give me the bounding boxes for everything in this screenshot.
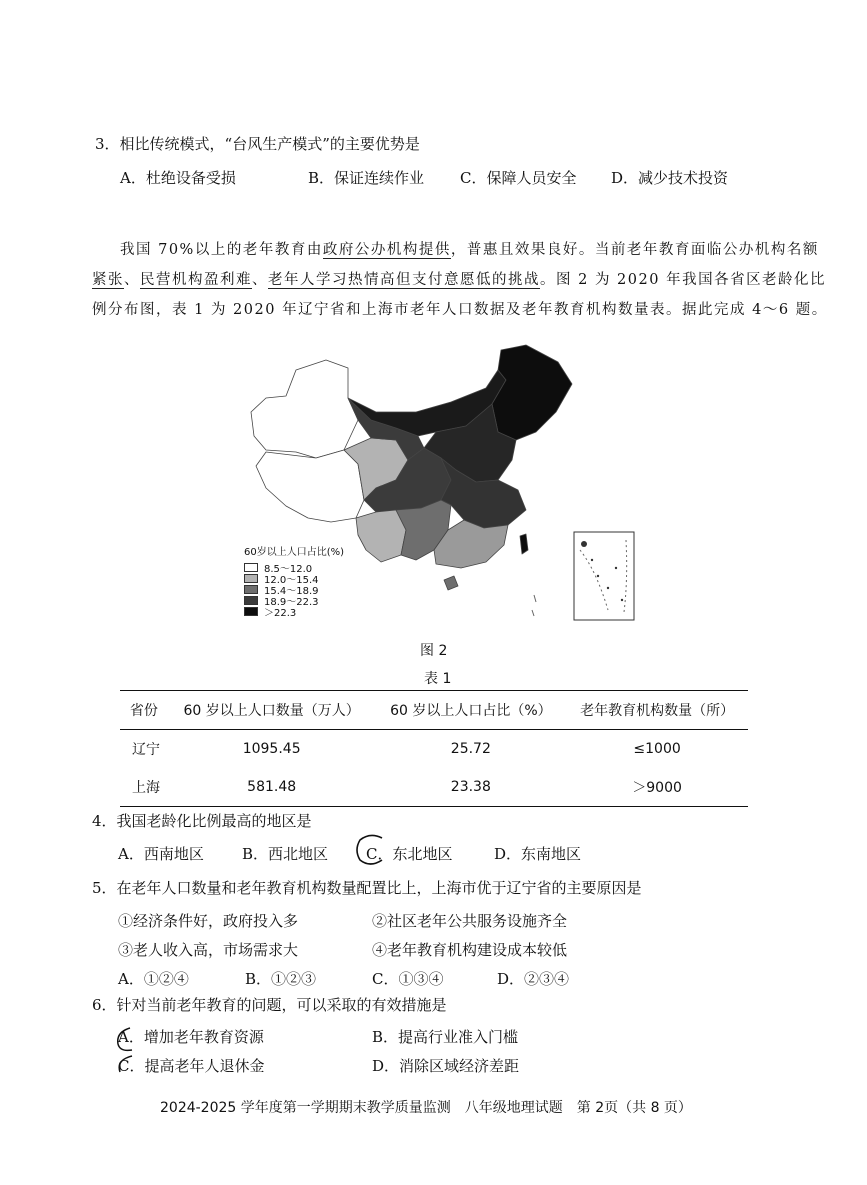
legend-swatch: [244, 596, 258, 605]
q6-option-a[interactable]: A．增加老年教育资源: [118, 1028, 264, 1046]
legend-label: 8.5～12.0: [264, 564, 313, 575]
region-northeast: [492, 345, 572, 440]
q4-option-b[interactable]: B．西北地区: [242, 845, 329, 863]
col-header-institutions: 老年教育机构数量（所）: [566, 691, 748, 730]
region-yunnan: [356, 510, 406, 562]
figure-caption: 图 2: [420, 643, 448, 659]
q4-option-d[interactable]: D．东南地区: [494, 845, 582, 863]
q5-option-b[interactable]: B．①②③: [245, 970, 317, 988]
col-header-ratio: 60 岁以上人口占比（%）: [376, 691, 567, 730]
q5-option-d[interactable]: D．②③④: [497, 970, 570, 988]
material-text: 、: [252, 272, 268, 288]
map-legend: [244, 543, 344, 617]
q5-item-3: ③老人收入高，市场需求大: [118, 941, 299, 959]
legend-title: 60岁以上人口占比(%): [244, 547, 345, 558]
page-footer: 2024-2025 学年度第一学期期末教学质量监测 八年级地理试题 第 2页（共 8 页）: [160, 1100, 692, 1116]
table-caption: 表 1: [424, 671, 452, 687]
legend-label: 15.4～18.9: [264, 586, 319, 597]
region-tibet: [256, 450, 364, 522]
cell-population: 1095.45: [242, 741, 301, 757]
cell-institutions: ≤1000: [633, 741, 681, 757]
underlined-text: 政府公办机构提供: [322, 242, 451, 258]
legend-swatch: [244, 607, 258, 616]
region-xinjiang: [251, 360, 358, 458]
cell-province: 辽宁: [132, 742, 160, 758]
col-header-province: 省份: [120, 691, 168, 730]
question-5-stem: 5．在老年人口数量和老年教育机构数量配置比上，上海市优于辽宁省的主要原因是: [92, 879, 642, 897]
cell-province: 上海: [120, 768, 168, 807]
legend-swatch: [244, 585, 258, 594]
q5-option-c[interactable]: C．①③④: [372, 970, 444, 988]
table-row: [120, 730, 748, 769]
q3-option-a[interactable]: A．杜绝设备受损: [120, 169, 236, 187]
q3-option-c[interactable]: C．保障人员安全: [460, 169, 577, 187]
q6-option-d[interactable]: D．消除区域经济差距: [372, 1057, 520, 1075]
legend-label: 18.9～22.3: [264, 597, 319, 608]
material-text: 。图 2 为 2020 年我国各省区老龄化比: [540, 272, 827, 288]
material-line-2: [92, 268, 826, 289]
underlined-text: 民营机构盈利难: [140, 272, 252, 288]
legend-label: ＞22.3: [264, 608, 297, 619]
q3-option-b[interactable]: B．保证连续作业: [308, 169, 425, 187]
question-3-stem: 3．相比传统模式，“台风生产模式”的主要优势是: [95, 135, 420, 153]
col-header-population: 60 岁以上人口数量（万人）: [168, 691, 376, 730]
table-1: [120, 690, 748, 807]
material-line-1: [120, 238, 819, 259]
legend-label: 12.0～15.4: [264, 575, 319, 586]
legend-item: [244, 606, 344, 617]
material-line-3: 例分布图，表 1 为 2020 年辽宁省和上海市老年人口数据及老年教育机构数量表。据此完成 4～6 题。: [92, 302, 828, 318]
legend-swatch: [244, 563, 258, 572]
q4-option-c[interactable]: C．东北地区: [366, 845, 453, 863]
table-row: [120, 768, 748, 807]
underlined-text: 老年人学习热情高但支付意愿低的挑战: [268, 272, 540, 288]
q5-item-1: ①经济条件好，政府投入多: [118, 912, 299, 930]
q6-option-b[interactable]: B．提高行业准入门槛: [372, 1028, 519, 1046]
pen-circle-mark: [352, 832, 392, 868]
legend-swatch: [244, 574, 258, 583]
material-text: ，普惠且效果良好。当前老年教育面临公办机构名额: [450, 242, 819, 258]
material-text: 、: [124, 272, 140, 288]
q5-item-2: ②社区老年公共服务设施齐全: [372, 912, 568, 930]
q3-option-d[interactable]: D．减少技术投资: [611, 169, 729, 187]
pen-check-mark: [110, 1020, 140, 1076]
q5-option-a[interactable]: A．①②④: [118, 970, 189, 988]
region-taiwan: [520, 534, 528, 554]
region-hainan: [444, 576, 458, 590]
material-text: 我国 70%以上的老年教育由: [120, 242, 323, 258]
cell-population: 581.48: [168, 768, 376, 807]
cell-institutions: ＞9000: [566, 768, 748, 807]
question-6-stem: 6．针对当前老年教育的问题，可以采取的有效措施是: [92, 996, 447, 1014]
underlined-text: 紧张: [92, 272, 124, 288]
cell-ratio: 25.72: [450, 741, 491, 757]
q5-item-4: ④老年教育机构建设成本较低: [372, 941, 568, 959]
question-4-stem: 4．我国老龄化比例最高的地区是: [92, 812, 312, 830]
cell-ratio: 23.38: [376, 768, 567, 807]
q6-option-c[interactable]: C．提高老年人退休金: [118, 1057, 265, 1075]
table-header-row: [120, 691, 748, 730]
q4-option-a[interactable]: A．西南地区: [118, 845, 204, 863]
